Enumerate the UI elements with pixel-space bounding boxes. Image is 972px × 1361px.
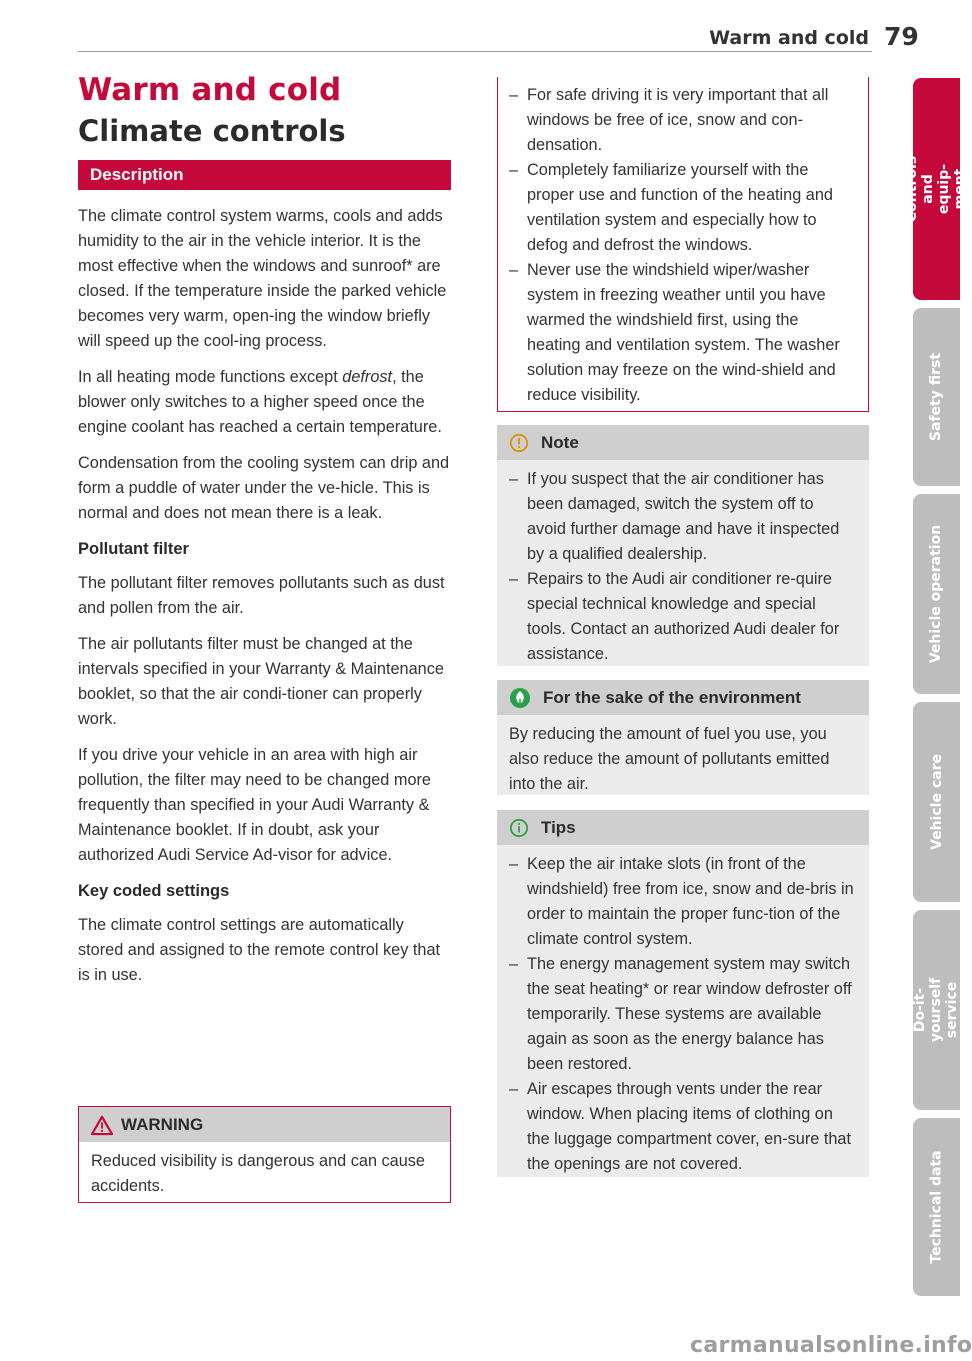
paragraph: The climate control settings are automatically stored and assigned to the remote control key that is in use. bbox=[78, 916, 441, 984]
section-title: Climate controls bbox=[78, 114, 346, 148]
tips-items bbox=[509, 852, 857, 1177]
sidebar-tab-care[interactable] bbox=[913, 702, 960, 902]
left-text-column bbox=[78, 204, 451, 999]
list-item: – Completely familiarize yourself with the proper use and function of the heating and ventilation system and especially how to defog and defrost the windows. bbox=[509, 158, 854, 258]
info-icon bbox=[509, 818, 529, 838]
description-bar: Description bbox=[78, 160, 451, 190]
tips-title: Tips bbox=[541, 817, 576, 837]
environment-panel bbox=[497, 680, 869, 795]
tips-panel bbox=[497, 810, 869, 1177]
list-item: – The energy management system may switch the seat heating* or rear window defroster off temporarily. These systems are available again as soon as the energy balance has been restored. bbox=[509, 952, 857, 1077]
list-item: – Never use the windshield wiper/washer system in freezing weather until you have warmed the windshield first, using the heating and ventilation system. The washer solution may freeze on the wind-shield and reduce visibility. bbox=[509, 258, 854, 408]
header-rule bbox=[78, 51, 872, 52]
watermark: carmanualsonline.info bbox=[690, 1333, 972, 1358]
warning-header bbox=[79, 1107, 450, 1142]
paragraph: The pollutant filter removes pollutants such as dust and pollen from the air. bbox=[78, 574, 445, 617]
sidebar-tab-technical[interactable] bbox=[913, 1118, 960, 1296]
sidebar-tab-safety[interactable] bbox=[913, 308, 960, 486]
list-item: – Keep the air intake slots (in front of the windshield) free from ice, snow and de-bris in order to maintain the proper func-tion of the climate control system. bbox=[509, 852, 857, 952]
chapter-title: Warm and cold bbox=[78, 72, 342, 108]
sidebar-tab-service[interactable] bbox=[913, 910, 960, 1110]
list-item: – Air escapes through vents under the rear window. When placing items of clothing on the luggage compartment cover, en-sure that the openings are not covered. bbox=[509, 1077, 857, 1177]
environment-body bbox=[497, 715, 869, 803]
paragraph: The air pollutants filter must be changed at the intervals specified in your Warranty & Maintenance booklet, so that the air condi-tioner can properly work. bbox=[78, 635, 444, 728]
key-heading: Key coded settings bbox=[78, 882, 230, 900]
note-panel bbox=[497, 425, 869, 666]
warning-title: WARNING bbox=[121, 1114, 204, 1134]
sidebar-tab-label: Safety first bbox=[928, 352, 945, 442]
list-item: – For safe driving it is very important that all windows be free of ice, snow and con-densation. bbox=[509, 83, 854, 158]
sidebar-tab-controls[interactable] bbox=[904, 78, 969, 300]
sidebar-tab-label: Vehicle operation bbox=[928, 524, 945, 664]
note-header bbox=[497, 425, 869, 460]
sidebar-tab-label: Do-it-yourself service bbox=[912, 977, 961, 1043]
warning-box bbox=[78, 1106, 451, 1203]
pollutant-heading: Pollutant filter bbox=[78, 540, 189, 558]
paragraph: In all heating mode functions except defrost, the blower only switches to a higher speed once the engine coolant has reached a certain temperature. bbox=[78, 368, 442, 436]
warning-continued-list bbox=[509, 83, 854, 408]
tips-body bbox=[497, 845, 869, 1183]
paragraph: Condensation from the cooling system can drip and form a puddle of water under the ve-hicle. This is normal and does not mean there is a leak. bbox=[78, 454, 450, 522]
list-item: – If you suspect that the air conditioner has been damaged, switch the system off to avoid further damage and have it inspected by a qualified dealership. bbox=[509, 467, 857, 567]
warning-items bbox=[509, 83, 854, 408]
environment-leaf-icon bbox=[509, 687, 531, 709]
paragraph: If you drive your vehicle in an area with high air pollution, the filter may need to be changed more frequently than specified in your Audi Warranty & Maintenance booklet. If in doubt, ask your authorized Audi Service Ad-visor for advice. bbox=[78, 746, 431, 864]
note-items bbox=[509, 467, 857, 667]
sidebar-tab-label: Technical data bbox=[928, 1150, 945, 1264]
page-number: 79 bbox=[884, 22, 919, 51]
note-exclamation-icon bbox=[509, 433, 529, 453]
list-item: – Repairs to the Audi air conditioner re-quire special technical knowledge and special tools. Contact an authorized Audi dealer for assistance. bbox=[509, 567, 857, 667]
note-body bbox=[497, 460, 869, 673]
sidebar-tab-label: Vehicle care bbox=[928, 754, 945, 850]
tips-header bbox=[497, 810, 869, 845]
environment-text: By reducing the amount of fuel you use, you also reduce the amount of pollutants emitted into the air. bbox=[509, 725, 830, 793]
environment-header bbox=[497, 680, 869, 715]
note-title: Note bbox=[541, 432, 579, 452]
sidebar-tab-label: Controls and equip-ment bbox=[904, 155, 969, 223]
running-head: Warm and cold bbox=[709, 27, 869, 49]
environment-title: For the sake of the environment bbox=[543, 687, 801, 707]
warning-text: Reduced visibility is dangerous and can cause accidents. bbox=[91, 1152, 425, 1195]
sidebar-tab-operation[interactable] bbox=[913, 494, 960, 694]
paragraph: The climate control system warms, cools and adds humidity to the air in the vehicle interior. It is the most effective when the windows and sunroof* are closed. If the temperature inside the parked vehicle becomes very warm, open-ing the window briefly will speed up the cool-ing process. bbox=[78, 207, 447, 350]
warning-triangle-icon bbox=[91, 1115, 113, 1135]
